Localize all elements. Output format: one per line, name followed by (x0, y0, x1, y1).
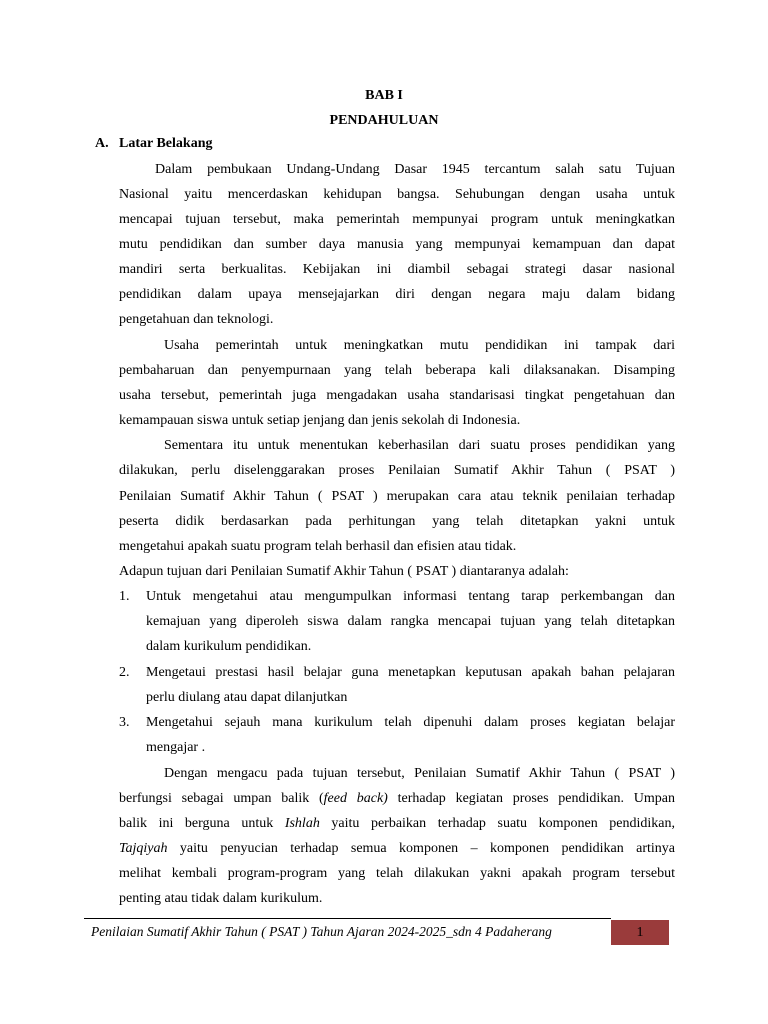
paragraph-5-line: Dengan mengacu pada tujuan tersebut, Penilaian Sumatif Akhir Tahun ( PSAT ) (164, 766, 675, 781)
list-item-line: perlu diulang atau dapat dilanjutkan (146, 690, 348, 705)
paragraph-3-line: mengetahui apakah suatu program telah berhasil dan efisien atau tidak. (119, 539, 517, 554)
chapter-title: PENDAHULUAN (329, 113, 439, 128)
paragraph-3-line: peserta didik berdasarkan pada perhitungan yang telah ditetapkan yakni untuk (119, 514, 675, 529)
list-item-line: Untuk mengetahui atau mengumpulkan informasi tentang tarap perkembangan dan (146, 589, 675, 604)
paragraph-3-line: Sementara itu untuk menentukan keberhasilan dari suatu proses pendidikan yang (164, 438, 675, 453)
footer-text: Penilaian Sumatif Akhir Tahun ( PSAT ) Tahun Ajaran 2024-2025_sdn 4 Padaherang (91, 924, 552, 939)
italic-term-ishlah: Ishlah (284, 816, 320, 831)
paragraph-2-line: pembaharuan dan penyempurnaan yang telah beberapa kali dilaksanakan. Disamping (119, 363, 675, 378)
paragraph-5-line (119, 815, 675, 833)
list-intro: Adapun tujuan dari Penilaian Sumatif Akhir Tahun ( PSAT ) diantaranya adalah: (119, 564, 569, 579)
list-item-line: kemajuan yang diperoleh siswa dalam rangka mencapai tujuan yang telah ditetapkan (146, 614, 675, 629)
paragraph-1-line: Nasional yaitu mencerdaskan kehidupan bangsa. Sehubungan dengan usaha untuk (119, 187, 675, 202)
italic-term-feed-back: feed back) (323, 791, 388, 806)
text-run: yaitu penyucian terhadap semua komponen – komponen pendidikan artinya (167, 841, 675, 856)
paragraph-2-line: kemampauan siswa untuk setiap jenjang dan jenis sekolah di Indonesia. (119, 413, 521, 428)
paragraph-2-line: Usaha pemerintah untuk meningkatkan mutu pendidikan ini tampak dari (164, 338, 675, 353)
text-run: yaitu perbaikan terhadap suatu komponen pendidikan, (319, 816, 676, 831)
paragraph-5-line: penting atau tidak dalam kurikulum. (119, 891, 323, 906)
paragraph-1-line: pengetahuan dan teknologi. (119, 312, 274, 327)
section-heading (95, 136, 212, 152)
list-number: 1. (119, 589, 130, 604)
text-run: berfungsi sebagai umpan balik ( (119, 791, 324, 806)
section-number: A. (95, 136, 109, 151)
list-item-line: dalam kurikulum pendidikan. (146, 639, 312, 654)
list-item-line: Mengetahui sejauh mana kurikulum telah dipenuhi dalam proses kegiatan belajar (146, 715, 675, 730)
chapter-label: BAB I (365, 88, 403, 103)
list-number: 3. (119, 715, 130, 730)
paragraph-5-line: melihat kembali program-program yang telah dilakukan yakni apakah program tersebut (119, 866, 675, 881)
paragraph-1-line: Dalam pembukaan Undang-Undang Dasar 1945 tercantum salah satu Tujuan (155, 162, 675, 177)
paragraph-1-line: mencapai tujuan tersebut, maka pemerintah mempunyai program untuk meningkatkan (119, 212, 675, 227)
paragraph-2-line: usaha tersebut, pemerintah juga mengadakan usaha standarisasi tingkat pengetahuan dan (119, 388, 675, 403)
section-title: Latar Belakang (119, 136, 213, 151)
paragraph-1-line: pendidikan dalam upaya mensejajarkan diri dengan negara maju dalam bidang (119, 287, 675, 302)
page-number: 1 (611, 920, 669, 945)
paragraph-1-line: mandiri serta berkualitas. Kebijakan ini diambil sebagai strategi dasar nasional (119, 262, 675, 277)
paragraph-3-line: dilakukan, perlu diselenggarakan proses Penilaian Sumatif Akhir Tahun ( PSAT ) (119, 463, 675, 478)
list-item-line: mengajar . (146, 740, 206, 755)
paragraph-1-line: mutu pendidikan dan sumber daya manusia yang mempunyai kemampuan dan dapat (119, 237, 675, 252)
paragraph-3-line: Penilaian Sumatif Akhir Tahun ( PSAT ) merupakan cara atau teknik penilaian terhadap (119, 489, 675, 504)
list-number: 2. (119, 665, 130, 680)
text-run: balik ini berguna untuk (119, 816, 285, 831)
footer-divider (84, 918, 611, 919)
paragraph-5-line (119, 790, 675, 808)
list-item-line: Mengetaui prestasi hasil belajar guna menetapkan keputusan apakah bahan pelajaran (146, 665, 675, 680)
text-run: terhadap kegiatan proses pendidikan. Umpan (387, 791, 675, 806)
paragraph-5-line (119, 840, 675, 858)
italic-term-tajqiyah: Tajqiyah (119, 841, 168, 856)
